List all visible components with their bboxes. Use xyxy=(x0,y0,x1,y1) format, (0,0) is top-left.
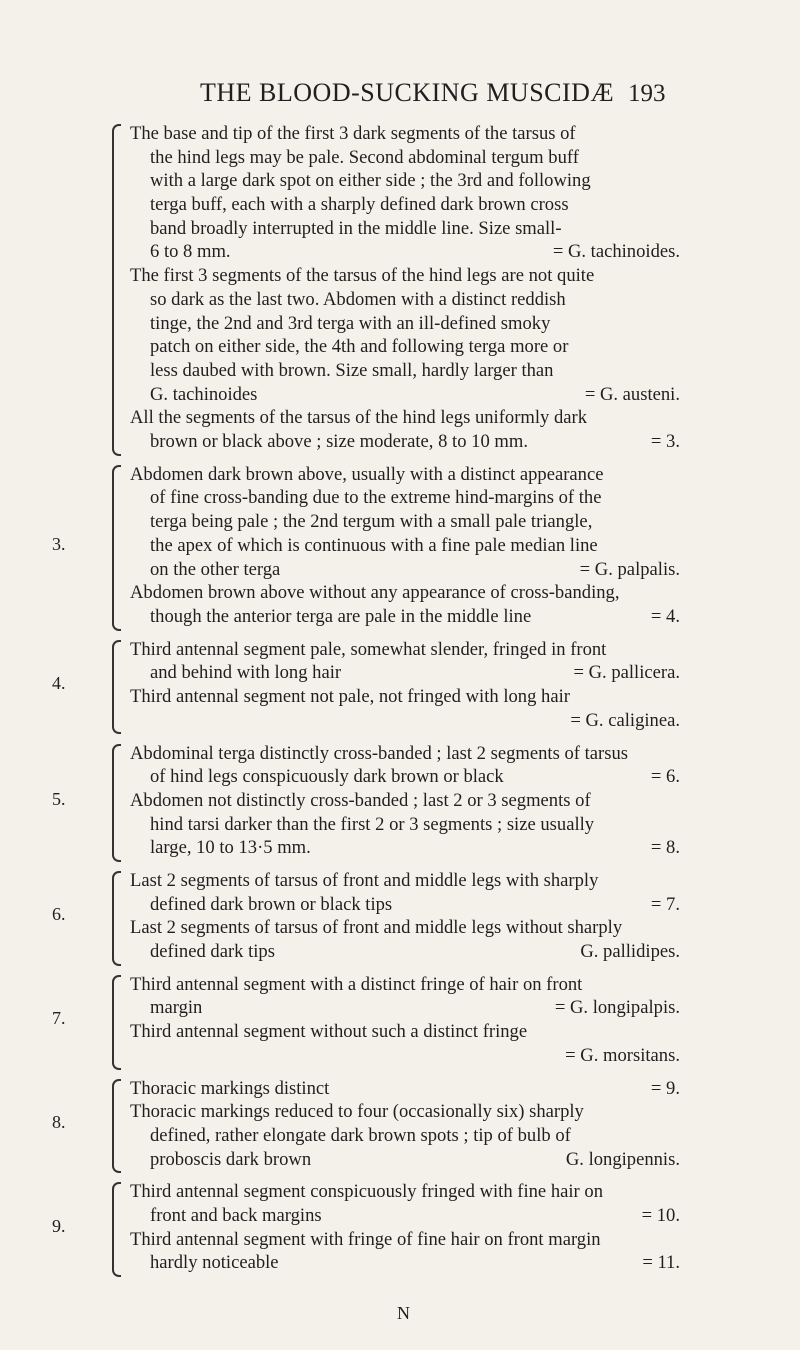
entry-result: G. longipennis. xyxy=(565,1148,680,1170)
entry-line xyxy=(130,916,680,940)
entry-text: Thoracic markings distinct xyxy=(130,1077,330,1099)
page-number: 193 xyxy=(628,80,666,107)
entry-result: = 11. xyxy=(642,1252,680,1274)
entry-text: terga being pale ; the 2nd tergum with a small pale triangle, xyxy=(150,511,593,533)
entry-line xyxy=(130,638,680,662)
key-entry xyxy=(130,916,680,963)
entry-text: defined dark tips xyxy=(150,941,275,963)
entry-line xyxy=(130,406,680,430)
entry-result: = 6. xyxy=(650,766,680,788)
entry-line xyxy=(130,1077,680,1101)
entry-line xyxy=(130,813,680,837)
entry-line xyxy=(130,996,680,1020)
entry-line xyxy=(130,463,680,487)
entry-text: Third antennal segment with fringe of fine hair on front margin xyxy=(130,1228,601,1250)
entry-line xyxy=(130,685,680,709)
entry-text: patch on either side, the 4th and following terga more or xyxy=(150,336,569,358)
entry-line xyxy=(130,264,680,288)
entry-text: Third antennal segment pale, somewhat slender, fringed in front xyxy=(130,638,607,660)
entry-text: and behind with long hair xyxy=(150,662,342,684)
entry-line xyxy=(130,335,680,359)
entry-line xyxy=(130,169,680,193)
entry-line xyxy=(130,742,680,766)
couplet-brace xyxy=(112,124,121,456)
couplet-brace xyxy=(112,975,121,1070)
entry-line xyxy=(130,1148,680,1172)
couplet-number: 9. xyxy=(52,1215,66,1236)
entry-result: = 7. xyxy=(650,893,680,915)
entry-text: tinge, the 2nd and 3rd terga with an ill-defined smoky xyxy=(150,312,551,334)
entry-text: defined, rather elongate dark brown spots ; tip of bulb of xyxy=(150,1124,571,1146)
entry-text: Last 2 segments of tarsus of front and middle legs with sharply xyxy=(130,870,599,891)
couplet-number: 4. xyxy=(52,673,66,694)
entry-result: G. pallidipes. xyxy=(580,941,680,963)
key-entry xyxy=(130,973,680,1020)
entry-text: The base and tip of the first 3 dark segments of the tarsus of xyxy=(130,123,576,144)
entry-text: 6 to 8 mm. xyxy=(150,241,231,263)
entry-result: = G. tachinoides. xyxy=(552,241,680,263)
key-entry xyxy=(130,1077,680,1101)
entry-line xyxy=(130,1020,680,1044)
entry-text: brown or black above ; size moderate, 8 to 10 mm. xyxy=(150,431,528,453)
entry-text: the apex of which is continuous with a fine pale median line xyxy=(150,534,598,556)
couplet-brace xyxy=(112,640,121,735)
entry-text: so dark as the last two. Abdomen with a distinct reddish xyxy=(150,288,566,310)
entry-line xyxy=(130,765,680,789)
entry-line xyxy=(130,1100,680,1124)
entry-line xyxy=(130,146,680,170)
entry-text: band broadly interrupted in the middle line. Size small- xyxy=(150,217,562,239)
couplet-number: 7. xyxy=(52,1008,66,1029)
running-head: THE BLOOD-SUCKING MUSCIDÆ xyxy=(200,78,615,107)
key-entry xyxy=(130,742,680,789)
entry-result: = 4. xyxy=(650,605,680,627)
entry-text: G. tachinoides xyxy=(150,383,258,405)
entry-line xyxy=(130,893,680,917)
couplet-brace xyxy=(112,871,121,966)
entry-text: Last 2 segments of tarsus of front and middle legs without sharply xyxy=(130,917,623,939)
entry-line xyxy=(130,193,680,217)
entry-line xyxy=(130,1180,680,1204)
entry-text: Thoracic markings reduced to four (occasionally six) sharply xyxy=(130,1101,584,1123)
couplet-brace xyxy=(112,1182,121,1277)
entry-result: = G. austeni. xyxy=(584,383,680,405)
key-entry xyxy=(130,406,680,453)
couplet-brace xyxy=(112,465,121,631)
entry-line xyxy=(130,430,680,454)
entry-line xyxy=(130,1251,680,1275)
entry-line xyxy=(130,836,680,860)
entry-line xyxy=(130,1228,680,1252)
entry-text: Abdomen dark brown above, usually with a distinct appearance xyxy=(130,463,604,485)
entry-line xyxy=(130,973,680,997)
entry-line xyxy=(130,581,680,605)
entry-result: = G. morsitans. xyxy=(565,1044,680,1066)
couplet-number: 6. xyxy=(52,904,66,925)
couplet-number: 8. xyxy=(52,1111,66,1132)
entry-line xyxy=(130,510,680,534)
entry-text: Abdomen brown above without any appearance of cross-banding, xyxy=(130,582,620,604)
entry-line xyxy=(130,605,680,629)
entry-text: Third antennal segment without such a distinct fringe xyxy=(130,1021,528,1043)
key-entry xyxy=(130,122,680,264)
entry-text: The first 3 segments of the tarsus of the hind legs are not quite xyxy=(130,265,595,287)
couplet-number: 5. xyxy=(52,788,66,809)
key-entry xyxy=(130,1228,680,1275)
couplet-brace xyxy=(112,1079,121,1174)
key-entry xyxy=(130,581,680,628)
entry-text: defined dark brown or black tips xyxy=(150,893,393,915)
signature-mark: N xyxy=(397,1303,410,1323)
entry-result: = 3. xyxy=(650,431,680,453)
entry-line xyxy=(130,1204,680,1228)
entry-text: Third antennal segment conspicuously fringed with fine hair on xyxy=(130,1181,603,1203)
entry-line xyxy=(130,534,680,558)
entry-text: Third antennal segment not pale, not fringed with long hair xyxy=(130,686,570,708)
entry-result: = 10. xyxy=(641,1205,680,1227)
entry-text: less daubed with brown. Size small, hardly larger than xyxy=(150,359,554,381)
entry-line xyxy=(130,661,680,685)
entry-text: with a large dark spot on either side ; the 3rd and following xyxy=(150,170,591,192)
key-entry xyxy=(130,1180,680,1227)
key-entry xyxy=(130,1100,680,1171)
entry-text: hardly noticeable xyxy=(150,1252,279,1274)
couplet-brace xyxy=(112,744,121,863)
entry-text: All the segments of the tarsus of the hind legs uniformly dark xyxy=(130,407,588,429)
entry-result: = G. longipalpis. xyxy=(554,997,680,1019)
entry-line xyxy=(130,486,680,510)
entry-line xyxy=(130,240,680,264)
entry-result: = G. pallicera. xyxy=(573,662,680,684)
entry-text: on the other terga xyxy=(150,558,281,580)
key-entry xyxy=(130,789,680,860)
entry-result: = 8. xyxy=(650,837,680,859)
entry-line xyxy=(130,288,680,312)
entry-line xyxy=(130,312,680,336)
key-entry xyxy=(130,463,680,581)
entry-text: Third antennal segment with a distinct fringe of hair on front xyxy=(130,973,583,995)
entry-text: Abdominal terga distinctly cross-banded ; last 2 segments of tarsus xyxy=(130,742,628,764)
entry-result: = G. palpalis. xyxy=(579,558,680,580)
entry-text: of fine cross-banding due to the extreme hind-margins of the xyxy=(150,487,602,509)
entry-result: = G. caliginea. xyxy=(570,709,680,731)
entry-line xyxy=(130,558,680,582)
entry-text: margin xyxy=(150,997,203,1019)
entry-line xyxy=(130,359,680,383)
entry-line xyxy=(130,122,680,146)
entry-line xyxy=(130,1124,680,1148)
entry-text: hind tarsi darker than the first 2 or 3 segments ; size usually xyxy=(150,813,595,835)
couplet-number: 3. xyxy=(52,533,66,554)
key-entry xyxy=(130,685,680,732)
entry-line xyxy=(130,789,680,813)
entry-text: Abdomen not distinctly cross-banded ; last 2 or 3 segments of xyxy=(130,789,591,811)
entry-line xyxy=(130,709,680,733)
entry-text: the hind legs may be pale. Second abdominal tergum buff xyxy=(150,146,579,168)
entry-line xyxy=(130,940,680,964)
entry-text: large, 10 to 13·5 mm. xyxy=(150,837,311,859)
key-entry xyxy=(130,638,680,685)
entry-result: = 9. xyxy=(650,1077,680,1099)
key-entry xyxy=(130,264,680,406)
entry-line xyxy=(130,869,680,893)
entry-text: proboscis dark brown xyxy=(150,1148,312,1170)
entry-line xyxy=(130,217,680,241)
entry-text: of hind legs conspicuously dark brown or black xyxy=(150,766,504,788)
key-entry xyxy=(130,1020,680,1067)
entry-text: front and back margins xyxy=(150,1205,322,1227)
entry-line xyxy=(130,383,680,407)
entry-line xyxy=(130,1044,680,1068)
entry-text: terga buff, each with a sharply defined dark brown cross xyxy=(150,194,569,216)
key-entry xyxy=(130,869,680,916)
entry-text: though the anterior terga are pale in the middle line xyxy=(150,605,532,627)
